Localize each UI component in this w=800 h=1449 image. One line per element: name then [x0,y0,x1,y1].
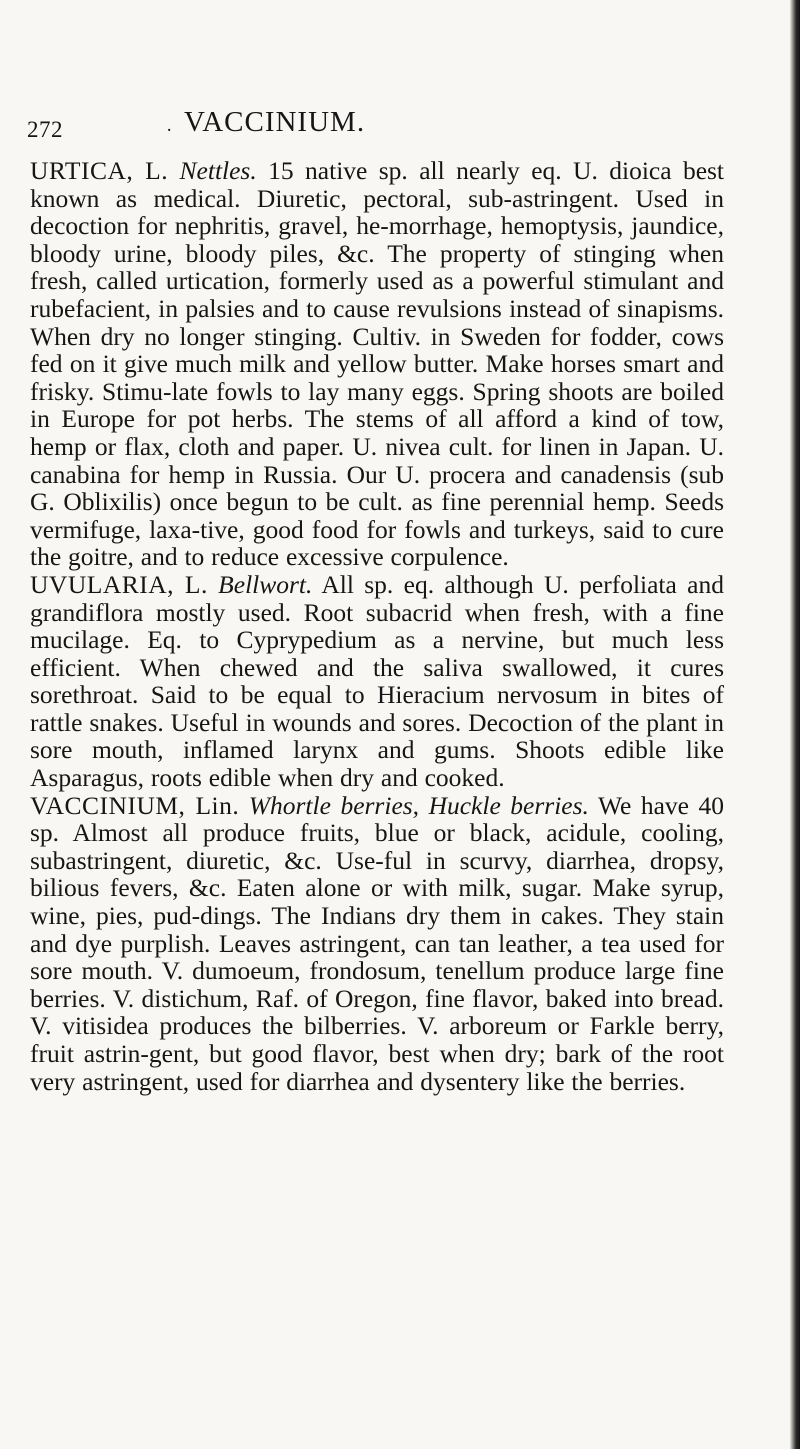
entry-vaccinium [30,792,724,1096]
entry-body: 15 native sp. all nearly eq. U. dioica best known as medical. Diuretic, pectoral, sub-astringent. Used in decoction for nephritis, gravel, he-morrhage, hemoptysis, jaundice, bloody urine, bloody piles, &c. The property of stinging when fresh, called urtication, formerly used as a powerful stimulant and rubefacient, in palsies and to cause revulsions instead of sinapisms. When dry no longer stinging. Cultiv. in Sweden for fodder, cows fed on it give much milk and yellow butter. Make horses smart and frisky. Stimu-late fowls to lay many eggs. Spring shoots are boiled in Europe for pot herbs. The stems of all afford a kind of tow, hemp or flax, cloth and paper. U. nivea cult. for linen in Japan. U. canabina for hemp in Russia. Our U. procera and canadensis (sub G. Oblixilis) once begun to be cult. as fine perennial hemp. Seeds vermifuge, laxa-tive, good food for fowls and turkeys, said to cure the goitre, and to reduce excessive corpulence. [30,156,725,572]
entry-body: All sp. eq. although U. perfoliata and grandiflora mostly used. Root subacrid when fresh, with a fine mucilage. Eq. to Cyprypedium as a nervine, but much less efficient. When chewed and the saliva swallowed, it cures sorethroat. Said to be equal to Hieracium nervosum in bites of rattle snakes. Useful in wounds and sores. Decoction of the plant in sore mouth, inflamed larynx and gums. Shoots edible like Asparagus, roots edible when dry and cooked. [30,569,724,793]
entry-common-name: Nettles. [179,156,257,185]
page-edge-shadow [790,0,800,1449]
page-number: 272 [27,117,63,142]
entry-heading: URTICA, L. [30,156,169,185]
dictionary-text [30,157,724,1095]
entry-body: We have 40 sp. Almost all produce fruits, blue or black, acidule, cooling, subastringent, diuretic, &c. Use-ful in scurvy, diarrhea, dropsy, bilious fevers, &c. Eaten alone or with milk, sugar. Make syrup, wine, pies, pud-dings. The Indians dry them in cakes. They stain and dye purplish. Leaves astringent, can tan leather, a tea used for sore mouth. V. dumoeum, frondosum, tenellum produce large fine berries. V. distichum, Raf. of Oregon, fine flavor, baked into bread. V. vitisidea produces the bilberries. V. arboreum or Farkle berry, fruit astrin-gent, but good flavor, best when dry; bark of the root very astringent, used for diarrhea and dysentery like the berries. [30,790,725,1096]
entry-urtica [30,157,724,571]
entry-common-name: Bellwort. [218,569,313,599]
entry-common-name: Whortle berries, Huckle berries. [248,790,589,820]
entry-heading: UVULARIA, L. [30,569,208,599]
page-header [27,102,727,142]
header-mark: · [166,120,173,141]
entry-heading: VACCINIUM, Lin. [30,790,240,820]
entry-uvularia [30,571,724,792]
running-title: VACCINIUM. [184,106,366,138]
